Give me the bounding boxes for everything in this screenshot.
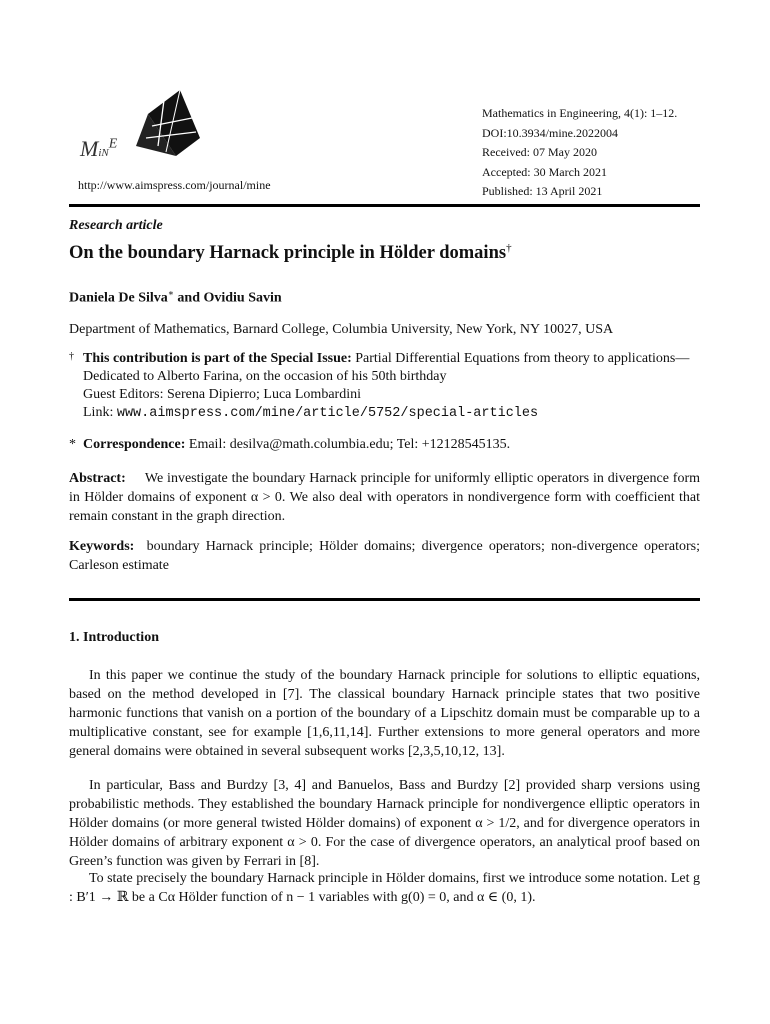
- accepted-date: Accepted: 30 March 2021: [482, 164, 607, 179]
- intro-paragraph-2: In particular, Bass and Burdzy [3, 4] and Banuelos, Bass and Burdzy [2] provided sharp versions using probabilistic methods. They established the boundary Harnack principle for nondivergence elliptic operators in Hölder domains (or more general twisted Hölder domains) of exponent α > 1/2, and for divergence operators in Hölder domains of arbitrary exponent α > 0. For the case of divergence operators, an analytical proof based on Green’s function was given by Ferrari in [8].: [69, 778, 700, 869]
- published-date: Published: 13 April 2021: [482, 184, 603, 198]
- received-date: Received: 07 May 2020: [482, 145, 597, 159]
- article-type: Research article: [69, 218, 163, 233]
- header-rule: [69, 204, 700, 207]
- correspondence: * Correspondence: Email: desilva@math.columbia.edu; Tel: +12128545135.: [69, 437, 511, 452]
- abstract: Abstract: We investigate the boundary Harnack principle for uniformly elliptic operators in divergence form in Hölder domains of exponent α > 0. We also deal with operators in nondivergence form with coefficient that remain constant in the graph direction.: [69, 471, 700, 524]
- authors: Daniela De Silva∗ and Ovidiu Savin: [69, 288, 282, 306]
- article-title: On the boundary Harnack principle in Hölder domains†: [69, 242, 512, 264]
- special-issue-link[interactable]: www.aimspress.com/mine/article/5752/special-articles: [116, 406, 539, 421]
- logo-wordmark: MiN$^E$: [80, 136, 118, 161]
- intro-paragraph-1: In this paper we continue the study of the boundary Harnack principle for solutions to elliptic equations, based on the method developed in [7]. The classical boundary Harnack principle states that two positive harmonic functions that vanish on a portion of the boundary of a Lipschitz domain must be comparable up to a multiplicative constant, see for example [1,6,11,14]. Further extensions to more general operators and more general domains were obtained in several subsequent works [2,3,5,10,12, 13].: [69, 668, 700, 759]
- affiliation: Department of Mathematics, Barnard College, Columbia University, New York, NY 10027, USA: [69, 322, 614, 337]
- article-metadata: [482, 104, 677, 202]
- abstract-rule: [69, 598, 700, 601]
- special-issue-note: † This contribution is part of the Special Issue: Partial Differential Equations from theory to applications—Dedicated to Alberto Farina, on the occasion of his 50th birthday Guest Editors: Serena Dipierro; Luca Lombardini Link: www.aimspress.com/mine/article/5752/special-articles: [69, 351, 690, 421]
- keywords: Keywords: boundary Harnack principle; Hölder domains; divergence operators; non-divergence operators; Carleson estimate: [69, 539, 701, 573]
- section-heading: 1. Introduction: [69, 630, 159, 645]
- journal-url[interactable]: http://www.aimspress.com/journal/mine: [78, 178, 271, 192]
- doi[interactable]: DOI:10.3934/mine.2022004: [482, 125, 618, 140]
- journal-citation: Mathematics in Engineering, 4(1): 1–12.: [482, 106, 678, 120]
- intro-paragraph-3: To state precisely the boundary Harnack principle in Hölder domains, first we introduce some notation. Let g : B′1 → ℝ be a Cα Hölder function of n − 1 variables with g(0) = 0, and α ∈ (0, 1).: [69, 871, 700, 905]
